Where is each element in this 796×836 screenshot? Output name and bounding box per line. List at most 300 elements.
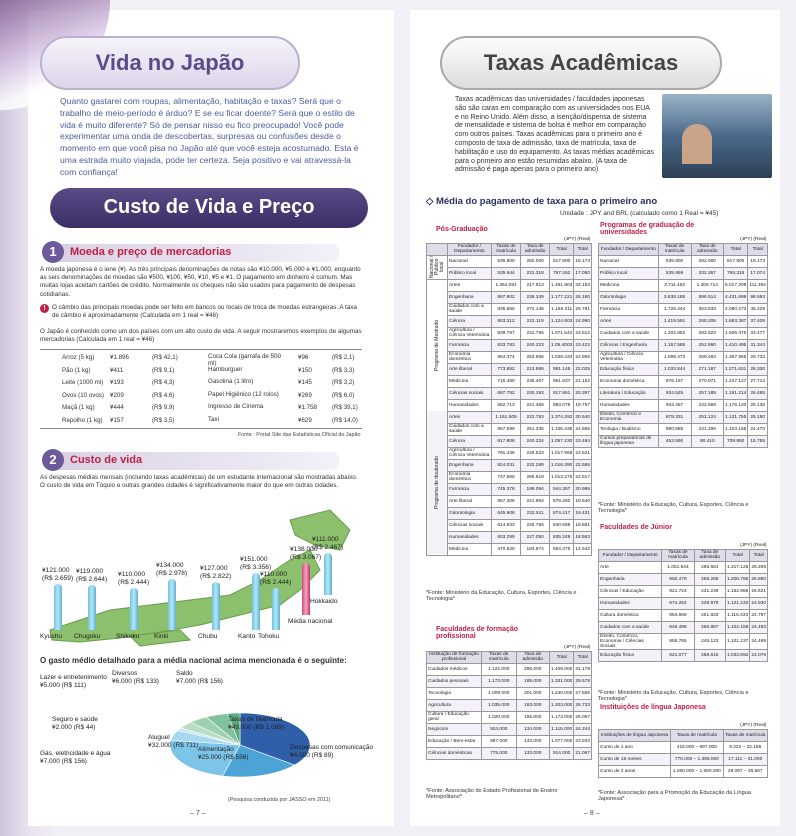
table-cell: 716.480 [491,375,521,387]
table-cell: 1.016.390 [549,459,573,471]
table-cell: 824.031 [491,459,521,471]
table-cell: 17.074 [748,267,768,279]
table-row [599,291,768,303]
unit-cell: (JPY) (Real) [740,722,767,728]
table-header [427,651,592,663]
table-cell: 3.711.462 [658,279,691,291]
table-cell: 1.683.387 [723,315,747,327]
left-title-text: Vida no Japão [95,50,245,75]
table-cell: 1.331.000 [549,675,573,687]
table-cell: Engenharia [448,291,492,303]
table-cell: Cuidados médicos [427,663,482,675]
header-cell: Taxa de admissão [521,243,550,255]
region-label: Chugoku [74,633,101,640]
table-row [427,471,592,483]
table-cell: 29.578 [574,675,592,687]
table-cell: 745.376 [491,483,521,495]
header-cell: Taxa de admissão [694,549,725,561]
table-cell: 654.375 [549,543,573,555]
table-cell: 991.145 [549,363,573,375]
pie-label-name: Diversos [112,670,138,677]
bar-value: ¥151.000 [240,555,268,563]
page-number: – 8 – [584,810,600,817]
table-row [599,597,768,609]
table-row [427,351,592,363]
prices-intro: O Japão é conhecido como um dos países com um alto custo de vida. A seguir mostraremos exemplos de algumas mercadorias (Calculada em 1 real = ¥46) [40,328,362,344]
price-brl: (R$ 3,5) [152,416,175,424]
table-cell: 833.783 [491,339,521,351]
table-cell: Nacional [599,255,659,267]
table-cell: 217.813 [521,279,550,291]
table-cell: Cuidados com a saúde [599,621,662,633]
table-cell: Educação física [599,363,659,375]
table-cell: 4.431.699 [723,291,747,303]
bar-value-brl: (R$ 2.659) [42,575,74,583]
price-brl: (R$ 4,6) [152,391,175,399]
table-cell: 252.124 [691,411,723,423]
table-cell: 251.833 [694,609,725,621]
table-cell: 1.152.956 [725,585,749,597]
table-cell: 840.668 [549,519,573,531]
price-yen: ¥145 [298,379,312,386]
table-note: *Fonte: Associação para a Promoção da Educação da Língua Japonesa* [598,790,751,802]
table-cell: 791.436 [491,447,521,459]
table-cell: 232.367 [691,267,723,279]
header-cell: Instituições de língua Japonesa [599,729,671,741]
cost-paragraph: As despesas médias mensais (incluindo taxas acadêmicas) de um estudante internacional são mostradas abaixo. O custo de vida em Tóquio e outras grandes cidades é significativamente maior do que em outras cidades. [40,474,358,490]
table-row [599,423,768,435]
table-cell: 15.755 [748,435,768,447]
header-cell: Taxas de matrícula [491,243,521,255]
table-cell: 821.077 [662,649,694,661]
pie-label-name: Saldo [176,670,193,677]
table-cell: 839.787 [491,327,521,339]
table-cell: 1.208.765 [725,573,749,585]
table-cell: Cuidados com a saúde [599,327,659,339]
table-cell: 28.330 [748,363,768,375]
table-cell: 845.496 [662,621,694,633]
pie-title: O gasto médio detalhado para a média nacional acima mencionada é o seguinte: [40,656,347,665]
pie-source: (Pesquisa conduzida por JASSO em 2011) [228,797,331,803]
table-cell: 251.335 [521,423,550,435]
table-cell: Arte [599,561,662,573]
left-page-title [40,36,300,90]
table-cell: 23.933 [574,735,592,747]
table-cell: 944.367 [549,483,573,495]
header-cell: Total [725,549,749,561]
price-yen: ¥209 [110,391,124,399]
table-row [599,633,768,649]
table-cell: 835.349 [549,531,573,543]
table-cell: 259.493 [691,351,723,363]
price-yen: ¥269 [298,391,312,399]
price-item: Maçã (1 kg) [62,404,95,411]
header-cell: Taxa de admissão [516,651,549,663]
table-cell: 874.417 [549,507,573,519]
table-cell: 272.145 [521,303,550,315]
table-row [427,519,592,531]
table-cell: 226.523 [521,447,550,459]
table-cell: Literatura / Educação [599,387,659,399]
unit-cell: (JPY) (Real) [740,542,767,548]
table-cell: Odontologia [599,291,659,303]
table-cell: 221.119 [521,315,550,327]
table-cell: Educação / Bem-estar [427,735,482,747]
bar-value: ¥110.000 [260,571,288,579]
table-cell: 19.757 [574,399,592,411]
table-header [427,243,592,255]
table-cell: 3.838.185 [658,291,691,303]
header-cell: Total [748,243,768,255]
table-cell: 225.785 [521,519,550,531]
price-yen: ¥1.896 [110,354,129,361]
table-row [599,561,768,573]
table-cell: 201.000 [516,687,549,699]
table-cell: Curso de 2 anos [599,765,671,777]
pie-label [228,716,284,732]
table-cell: Cuidados pessoais [427,675,482,687]
table-cell: 535.959 [658,267,691,279]
table-cell: 245.123 [694,633,725,649]
price-brl: (R$ 2,1) [332,354,355,361]
table-row [599,279,768,291]
header-cell: Taxas de matrícula [723,729,767,741]
table-cell: 603.299 [491,531,521,543]
table-cell: 24.470 [748,423,768,435]
table-cell: 1.191.214 [723,387,747,399]
unit-row [599,722,768,729]
bar-value: ¥134.000 [156,562,184,570]
pie-label-yen: ¥49.000 (R$ 1.089) [228,724,285,731]
table-header [599,729,768,741]
table-cell: 1.419.591 [658,315,691,327]
table-cell: Humanidades [599,399,659,411]
table-title-undergrad: Programas de graduação de universidades [600,222,695,236]
table-cell: 222.783 [521,411,550,423]
table-cell: Artes [448,411,492,423]
table-row [427,339,592,351]
table-cell: 286.000 [516,663,549,675]
table-cell: 221.368 [521,399,550,411]
page-number: – 7 – [190,810,206,817]
table-cell: 24.787 [750,609,768,621]
table-cell: Farmácia [448,339,492,351]
table-cell: 29.733 [748,351,768,363]
table-cell: 1.028.433 [549,351,573,363]
price-item: Hamburguer [208,365,243,373]
unit-row [599,542,768,549]
table-cell: 657.306 [491,495,521,507]
section-number: 1 [42,241,64,263]
table-cell: Curso de 18 meses [599,753,671,765]
right-intro: Taxas acadêmicas das universidades / faculdades japonesas são são caras em comparação com as universidades nos EUA e no Reino Unido. Além disso, a isenção/dispensa de sistema de mensalidade e sistema de bolsa é melhor em comparação com outros países. Taxas acadêmicas para o primeiro ano é composto de taxa de admissão, taxa de matrícula, taxa de habilitação e uso do equipamento. As taxas médias acadêmicas para o primeiro ano estão resumidas abaixo. (A taxa de admissão é paga apenas para o primeiro ano) [455,96,654,174]
price-yen: ¥1.758 [298,404,317,411]
price-item: Leite (1000 ml) [62,379,104,386]
price-item: Gasolina (1 litro) [208,378,254,385]
table-row [427,531,592,543]
table-cell: 987.000 [481,735,516,747]
table-cell: 240.224 [521,435,550,447]
table-cell: Medicina [448,375,492,387]
bar-tohoku [272,588,280,630]
table-row [599,411,768,423]
header-cell: Taxas de matrícula [481,651,516,663]
table-cell: 26.136 [748,399,768,411]
table-cell: Economia doméstica [448,471,492,483]
pie-label [198,746,249,762]
bar-kanto [252,573,260,630]
table-cell: 183.874 [521,543,550,555]
header-cell: Total [750,549,768,561]
header-cell: Fundador / Departamento [448,243,492,255]
table-row [427,411,592,423]
table-cell: 997.902 [491,291,521,303]
price-yen: ¥411 [110,366,124,374]
table-cell: 25.150 [748,411,768,423]
price-yen: ¥150 [298,366,312,374]
table-cell: Engenharia [599,573,662,585]
table-cell: 257.189 [691,387,723,399]
table-cell: 24.565 [574,423,592,435]
right-title-text: Taxas Acadêmicas [483,50,679,75]
bar-chugoku [88,585,96,630]
table-cell: Cursos preparatórios de língua japonesa [599,435,659,447]
table-note: *Fonte: Ministério da Educação, Cultura, Esportes, Ciência e Tecnologia* [598,502,749,514]
table-cell: 283.623 [691,327,723,339]
pie-label-yen: ¥4.000 (R$ 89) [290,752,334,759]
table-cell: Tecnologia [427,687,482,699]
table-cell: 14.542 [574,543,592,555]
table-cell: 258.615 [694,649,725,661]
table-cell: 232.669 [691,399,723,411]
table-cell: Cuidados com a saúde [448,303,492,315]
table-cell: 1.013.275 [549,471,573,483]
table-title-language: Instituições de língua Japonesa [600,704,706,711]
table-cell: 19.431 [574,507,592,519]
cost-bar-chart [40,500,360,650]
table-cell: 1.491.903 [549,279,573,291]
bar-value-brl: (R$ 2.467) [312,544,344,552]
price-item: Ingresso de Cinema [208,403,264,410]
table-cell: 24.493 [750,621,768,633]
price-table [40,349,362,429]
table-cell: 614.833 [491,519,521,531]
table-title-vocational: Faculdades de formação profissional [436,626,519,640]
table-cell: 1.121.233 [725,597,749,609]
header-cell: Taxas de matrícula [671,729,723,741]
table-cell: 17.111 – 31.000 [723,753,767,765]
table-cell: 227.050 [521,531,550,543]
table-cell: 1.260.000 – 1.650.000 [671,765,723,777]
table-title-graduate: Pós-Graduação [436,226,488,233]
price-item: Coca Cola (garrafa de 500 ml) [208,353,281,367]
table-row [599,375,768,387]
bar-value: ¥121.000 [42,567,70,575]
table-cell: Humanidades [599,597,662,609]
group-label: Programa de Mestrado [427,279,448,411]
price-brl: (R$ 4,3) [152,379,175,386]
bar-chubu [212,582,220,630]
table-row [427,747,592,759]
table-cell: 17.050 [574,267,592,279]
table-cell: 1.033.692 [725,649,749,661]
table-cell: 1.240.000 [549,687,573,699]
table-cell: Odontologia [448,507,492,519]
table-cell: Medicina [448,543,492,555]
exchange-note: O câmbio das principais moedas pode ser feito em bancos ou locais de troca de moedas estrangeiras. A taxa de câmbio é aproximadamente (Calculada em 1 real = ¥46) [52,304,357,320]
left-intro: Quanto gastarei com roupas, alimentação, habitação e taxas? Será que o trabalho de meio-período é árduo? E se eu ficar doente? Será que o estilo de vida é muito diferente? Só de pensar nisso eu fico preocupado! Você pode experimentar uma onda de descobertas, surpresas ou confusões desde o momento em que você pisa no Japão até que você esteja acostumado. Esta é uma estrada muito viajada, pode ter certeza. Seja positivo e vai atravessá-la com confiança! [60,96,359,177]
pie-label-yen: ¥5.000 (R$ 111) [40,682,87,689]
table-cell: 18.681 [574,519,592,531]
region-label: Média nacional [288,618,333,625]
table-cell: 535.800 [658,255,691,267]
unit-cell: (JPY) (Real) [564,236,591,242]
pie-label-name: Gás, eletricidade e água [40,750,111,757]
table-cell: 22.586 [574,459,592,471]
table-row [427,675,592,687]
pie-label-name: Aluguel [148,734,170,741]
pie-label [52,716,98,732]
unit-row [427,644,592,651]
table-cell: 1.271.631 [723,363,747,375]
header-cell: Taxas de matrícula [662,549,694,561]
table-cell: 1.101.237 [725,633,749,649]
table-cell: 976.157 [658,375,691,387]
table-cell: 265.581 [694,561,725,573]
students-photo [662,94,772,178]
table-cell: 1.161.509 [491,411,521,423]
cost-of-living-banner [50,188,368,228]
table-cell: 951.837 [549,375,573,387]
table-cell: 22.517 [574,471,592,483]
table-cell: 1.247.127 [723,375,747,387]
table-row [599,267,768,279]
price-brl: (R$ 3,3) [332,366,355,374]
table-cell: Agricultura [427,699,482,711]
table-cell: 1.077.000 [549,735,573,747]
table-row [599,753,768,765]
table-cell: 46.228 [748,303,768,315]
table-cell: Humanidades [448,399,492,411]
pie-label [148,734,198,750]
table-cell: 21.067 [574,747,592,759]
table-cell: 24.244 [574,723,592,735]
table-row [427,687,592,699]
currency-paragraph: A moeda japonesa é o iene (¥). As três principais denominações de notas são ¥10.000, ¥5.000 e ¥1.000, enquanto as seis denominações de moedas são ¥500, ¥100, ¥50, ¥10, ¥5 e ¥1. O pagamento em dinheiro é comum. Mas muitas lojas aceitam cartões de crédito. Normalmente os cheques não são usados para pagamento de despesas cotidianas. [40,266,361,298]
table-row [427,315,592,327]
table-cell: 258.286 [694,573,725,585]
table-row [427,543,592,555]
table-cell: 921.724 [662,585,694,597]
table-cell: 1.177.221 [549,291,573,303]
table-cell: 1.173.000 [481,675,516,687]
table-cell: 1.374.292 [549,411,573,423]
table-cell: Ciências sociais [448,519,492,531]
price-yen: ¥193 [110,379,124,386]
table-cell: Ciência [448,315,492,327]
table-cell: 232.511 [521,507,550,519]
table-header [599,549,768,561]
table-cell: 1.102.159 [725,621,749,633]
bar-value-brl: (R$ 2.444) [118,579,150,587]
table-cell: 1.203.000 [549,699,573,711]
table-cell: 155.000 [516,711,549,723]
table-cell: Arte liberal [448,495,492,507]
table-cell: 1.124.603 [549,315,573,327]
table-cell: 37.409 [748,315,768,327]
table-cell: Educação física [599,649,662,661]
table-cell: 26.067 [574,711,592,723]
table-cell: 22.025 [574,363,592,375]
table-cell: 817.800 [549,255,573,267]
table-cell: 24.990 [574,315,592,327]
header-cell [427,243,448,255]
table-cell: 697.752 [491,387,521,399]
table-cell: 2.080.273 [723,303,747,315]
pie-label [290,744,373,760]
table-row [427,363,592,375]
table-cell: 883.078 [549,399,573,411]
language-school-table [598,722,768,778]
section-title: Custo de vida [70,454,143,466]
table-row [427,447,592,459]
table-row [427,435,592,447]
table-cell: Cultura / Educação geral [427,711,482,723]
table-cell: Ciência [448,435,492,447]
table-cell: Farmácia [599,303,659,315]
table-row [427,279,592,291]
table-cell: 23.422 [574,339,592,351]
table-row [599,435,768,447]
table-row [427,303,592,315]
table-row [599,303,768,315]
table-cell: 1.410.495 [723,339,747,351]
banner-text: Custo de Vida e Preço [103,196,315,218]
table-row [599,573,768,585]
table-cell: 1.409.000 [549,663,573,675]
table-row [599,327,768,339]
table-cell: Arte liberal [448,363,492,375]
table-cell: 22.855 [574,351,592,363]
section-number: 2 [42,449,64,471]
bar-value: ¥110.000 [118,571,146,579]
bar-média-nacional [302,563,310,615]
table-cell: 1.157.585 [658,339,691,351]
table-cell: 1.033.844 [658,363,691,375]
region-label: Shikoku [116,633,140,640]
table-cell: 240.223 [521,339,550,351]
fees-subtitle-text: Média do pagamento de taxa para o primeiro ano [435,196,658,207]
table-cell: 235.407 [521,375,550,387]
table-cell: Direito, Comércio e Economia [599,411,659,423]
table-cell: 1.317.125 [725,561,749,573]
pie-label [40,750,110,766]
header-cell: Instituição de formação profissional [427,651,482,663]
table-row [427,255,592,267]
table-row [599,387,768,399]
region-label: Hokkaido [310,598,338,605]
table-cell: 30.540 [574,411,592,423]
pie-label [112,670,159,686]
table-row [599,649,768,661]
table-cell: 535.800 [491,255,521,267]
graduate-table [426,236,592,556]
table-cell: 18.173 [748,255,768,267]
table-cell: 221.953 [521,495,550,507]
warning-icon: ! [40,304,49,313]
table-cell: 133.000 [516,747,549,759]
price-brl: (R$ 42,1) [152,354,178,361]
